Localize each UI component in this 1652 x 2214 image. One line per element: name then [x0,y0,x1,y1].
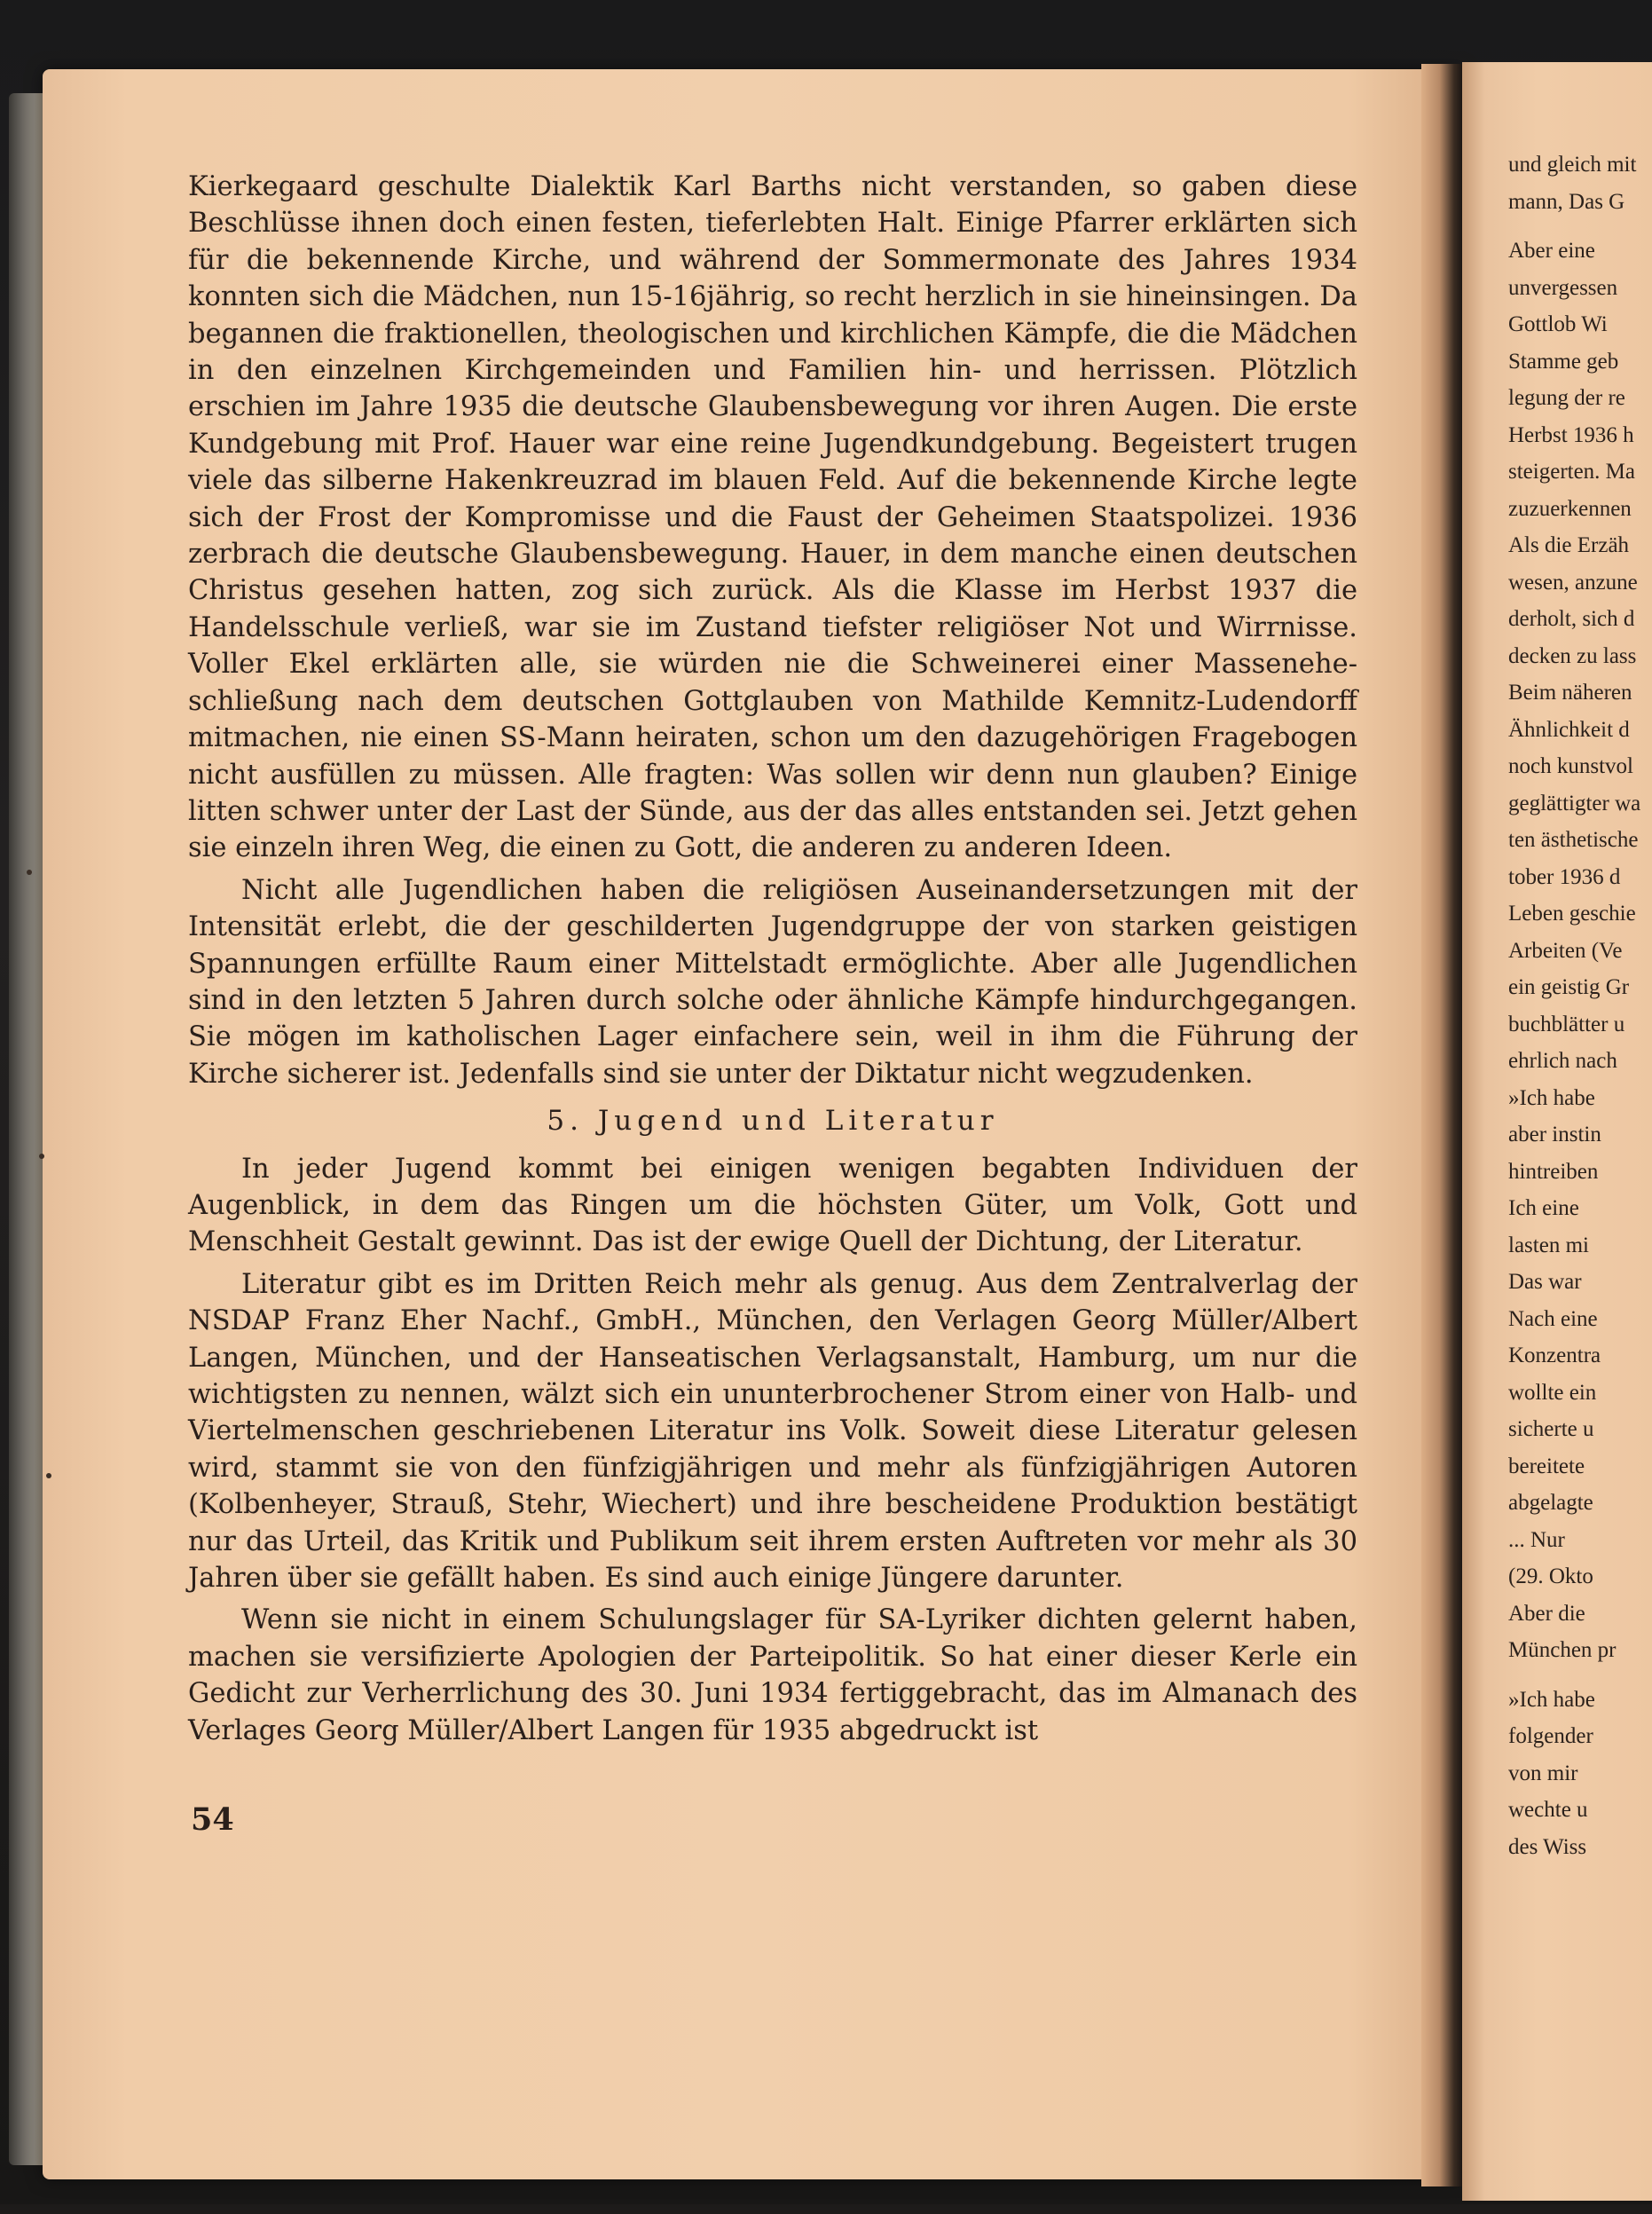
paragraph: Wenn sie nicht in einem Schulungslager für SA-Lyriker dichten gelernt haben, machen sie versifizierte Apologien der Parteipolitik. So hat einer dieser Kerle ein Gedicht zur Verherrlichung des 30. Juni 1934 fertiggebracht, das im Almanach des Verlages Georg Müller/Albert Langen für 1935 abgedruckt ist [188,1604,1357,1746]
right-page-line: Konzentra [1508,1343,1601,1367]
right-page-line: wollte ein [1508,1380,1597,1405]
right-page-line: (29. Okto [1508,1564,1593,1588]
right-page-line [1508,1669,1652,1682]
right-page-line: Ich eine [1508,1196,1579,1220]
right-page-line: »Ich habe [1508,1687,1595,1712]
right-page-line: Das war [1508,1270,1582,1294]
right-page-line: tober 1936 d [1508,864,1621,889]
right-page-line: mann, Das G [1508,189,1625,214]
right-page-line: wechte u [1508,1798,1588,1822]
right-page-line: derholt, sich d [1508,607,1635,631]
right-page-line: ten ästhetische [1508,828,1639,852]
main-text [188,169,1357,1749]
right-page-line: Stamme geb [1508,349,1619,374]
right-page-line: bereitete [1508,1454,1585,1478]
right-page-line: Leben geschie [1508,902,1636,926]
right-page-line: hintreiben [1508,1159,1599,1184]
right-page-line: Aber die [1508,1601,1585,1626]
binding-mark [46,1473,51,1478]
right-page-line: geglättigter wa [1508,791,1641,815]
paragraph: Literatur gibt es im Dritten Reich mehr als genug. Aus dem Zentralverlag der NSDAP Franz Eher Nachf., GmbH., München, den Verlagen Georg Müller/Albert Langen, München, und der Hanseatischen Verlagsanstalt, Hamburg, um nur die wichtigsten zu nennen, wälzt sich ein ununterbrochener Strom einer von Halb- und Viertelmenschen geschriebenen Literatur ins Volk. Soweit diese Literatur gelesen wird, stammt sie von den fünfzigjährigen und mehr als fünfzigjährigen Autoren (Kolbenheyer, Strauß, Stehr, Wiechert) und ihre bescheidene Produktion bestätigt nur das Urteil, das Kritik und Publikum seit ihrem ersten Auftreten vor mehr als 30 Jahren über sie gefällt haben. Es sind auch einige Jüngere darunter. [188,1268,1357,1595]
right-page-line: Aber eine [1508,239,1595,263]
paragraph: Nicht alle Jugendlichen haben die religiösen Auseinandersetzungen mit der Intensität erlebt, die der geschilderten Jugendgruppe der von starken geistigen Spannungen erfüllte Raum einer Mittelstadt ermöglichte. Aber alle Jugendlichen sind in den letzten 5 Jahren durch solche oder ähnliche Kämpfe hindurchgegangen. Sie mögen im katholischen Lager einfachere sein, weil in ihm die Führung der Kirche sicherer ist. Jedenfalls sind sie unter der Diktatur nicht wegzudenken. [188,874,1357,1090]
right-page-line: »Ich habe [1508,1085,1595,1110]
right-page-line: wesen, anzune [1508,570,1638,595]
right-page-line: buchblätter u [1508,1012,1625,1036]
right-page-line: legung der re [1508,386,1625,410]
right-page-line: folgender [1508,1724,1593,1748]
right-page-line: Nach eine [1508,1306,1598,1331]
right-page-line: ... Nur [1508,1527,1565,1552]
right-page-line: des Wiss [1508,1834,1587,1859]
right-page-line: von mir [1508,1761,1578,1785]
right-page-line: noch kunstvol [1508,754,1633,778]
right-page-line: ehrlich nach [1508,1049,1617,1073]
right-page-line: Beim näheren [1508,681,1632,705]
paragraph: In jeder Jugend kommt bei einigen wenigen begabten Individuen der Augenblick, in dem das Ringen um die höchsten Güter, um Volk, Gott und Menschheit Gestalt gewinnt. Das ist der ewige Quell der Dichtung, der Literatur. [188,1153,1357,1258]
page-number: 54 [191,1801,234,1838]
right-page-line: München pr [1508,1638,1617,1662]
right-page-line: aber instin [1508,1123,1601,1146]
right-page-line: zuzuerkennen [1508,496,1632,521]
right-page-line: Gottlob Wi [1508,312,1608,336]
right-page-line: abgelagte [1508,1491,1593,1515]
right-page-text [1508,146,1652,2214]
binding-mark [39,1154,44,1159]
right-page-line: unvergessen [1508,275,1618,300]
right-page-line: sicherte u [1508,1417,1594,1441]
right-page-line [1508,220,1652,232]
right-page-line: Herbst 1936 h [1508,422,1634,447]
binding-mark [27,870,32,875]
right-page-line: steigerten. Ma [1508,460,1636,484]
section-heading: 5. Jugend und Literatur [547,1105,999,1138]
right-page-line: decken zu lass [1508,643,1637,668]
right-page-line: und gleich mit [1508,153,1637,177]
right-page-line: lasten mi [1508,1233,1589,1257]
right-page-line: Ähnlichkeit d [1508,717,1630,742]
right-page-line: ein geistig Gr [1508,975,1630,999]
book-gutter [1421,64,1462,2186]
right-page-line: Als die Erzäh [1508,533,1630,557]
right-page-line: Arbeiten (Ve [1508,938,1623,963]
paragraph: Kierkegaard geschulte Dialektik Karl Barths nicht verstanden, so gaben diese Beschlüsse ihnen doch einen festen, tieferlebten Halt. Einige Pfarrer erklärten sich für die bekennende Kirche, und während der Sommermonate des Jahres 1934 konnten sich die Mädchen, nun 15-16jährig, so recht herzlich in sie hineinsingen. Da begannen die fraktionellen, theologischen und kirchlichen Kämpfe, die die Mädchen in den einzelnen Kirchgemeinden und Familien hin- und herrissen. Plötzlich erschien im Jahre 1935 die deutsche Glaubensbewegung vor ihren Augen. Die erste Kundgebung mit Prof. Hauer war eine reine Jugendkundgebung. Begeistert trugen viele das silberne Hakenkreuzrad im blauen Feld. Auf die bekennende Kirche legte sich der Frost der Kompromisse und die Faust der Geheimen Staatspolizei. 1936 zerbrach die deutsche Glaubensbewegung. Hauer, in dem manche einen deutschen Christus gesehen hatten, zog sich zurück. Als die Klasse im Herbst 1937 die Handelsschule verließ, war sie im Zustand tiefster religiöser Not und Wirrnisse. Voller Ekel erklärten alle, sie würden nie die Schweinerei einer Masseneheschließung nach dem deutschen Gottglauben von Mathilde Kemnitz-Ludendorff mitmachen, nie einen SS-Mann heiraten, schon um den dazugehörigen Fragebogen nicht ausfüllen zu müssen. Alle fragten: Was sollen wir denn nun glauben? Einige litten schwer unter der Last der Sünde, aus der das alles entstanden sei. Jetzt gehen sie einzeln ihren Weg, die einen zu Gott, die anderen zu anderen Ideen. [188,171,1357,864]
